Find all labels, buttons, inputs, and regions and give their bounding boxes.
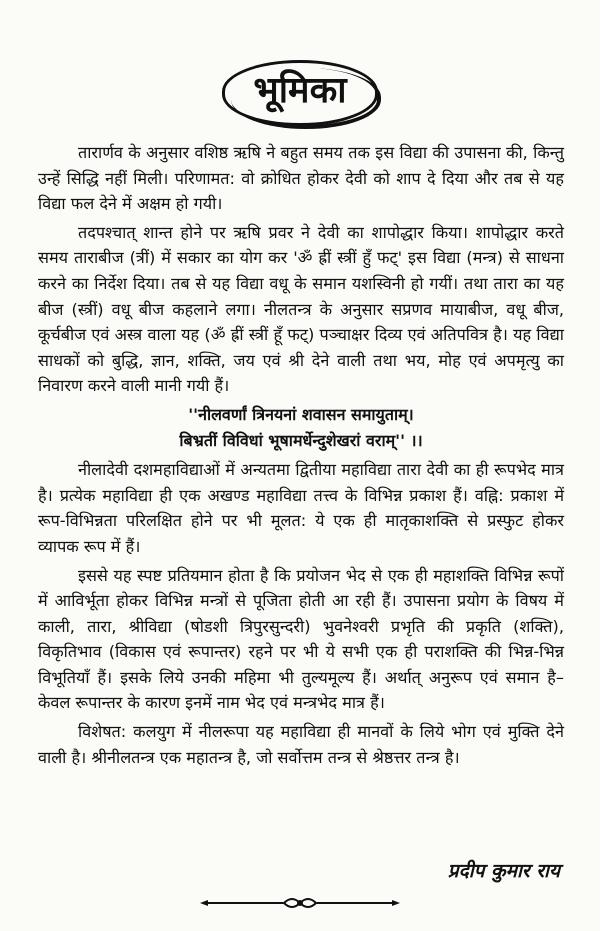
paragraph-1: तारार्णव के अनुसार वशिष्ठ ऋषि ने बहुत समय तक इस विद्या की उपासना की, किन्तु उन्हें सिद्धि नहीं मिली। परिणामत: वो क्रोधित होकर देवी को शाप दे दिया और तब से यह विद्या फल देने में अक्षम हो गयी। [38,143,564,214]
verse-line-2: बिभ्रतीं विविधां भूषामर्धेन्दुशेखरां वराम्'' ।। [179,430,423,450]
paragraph-5: विशेषत: कलयुग में नीलरूपा यह महाविद्या ही मानवों के लिये भोग एवं मुक्ति देने वाली है। श्रीनीलतन्त्र एक महातन्त्र है, जो सर्वोत्तम तन्त्र से श्रेष्ठत्तर तन्त्र है। [38,722,564,767]
paragraph-2: तदपश्चात् शान्त होने पर ऋषि प्रवर ने देवी का शापोद्धार किया। शापोद्धार करते समय ताराबीज (त्रीं) में सकार का योग कर 'ॐ ह्रीं स्त्रीं हुँ फट्' इस विद्या (मन्त्र) से साधना करने का निर्देश दिया। तब से यह विद्या वधू के समान यशस्विनी हो गयीं। तथा तारा का यह बीज (स्त्रीं) वधू बीज कहलाने लगा। नीलतन्त्र के अनुसार सप्रणव मायाबीज, वधू बीज, कूर्चबीज एवं अस्त्र वाला यह (ॐ ह्रीं स्त्रीं हूँ फट्) पञ्चाक्षर दिव्य एवं अतिपवित्र है। यह विद्या साधकों को बुद्धि, ज्ञान, शक्ति, जय एवं श्री देने वाली तथा भय, मोह एवं अपमृत्यु का निवारण करने वाली मानी गयी हैं। [38,222,564,396]
title-area [0,60,600,126]
page-title: भूमिका [222,60,377,126]
paragraph-4: इससे यह स्पष्ट प्रतियमान होता है कि प्रयोजन भेद से एक ही महाशक्ति विभिन्न रूपों में आविर्भूता होकर विभिन्न मन्त्रों से पूजिता होती आ रही हैं। उपासना प्रयोग के विषय में काली, तारा, श्रीविद्या (षोडशी त्रिपुरसुन्दरी) भुवनेश्वरी प्रभृति की प्रकृति (शक्ति), विकृतिभाव (विकास एवं रूपान्तर) रहने पर भी ये सभी एक ही पराशक्ति की भिन्न-भिन्न विभूतियाँ हैं। इसके लिये उनकी महिमा भी तुल्यमूल्य हैं। अर्थात् अनुरूप एवं समान है– केवल रूपान्तर के कारण इनमें नाम भेद एवं मन्त्रभेद मात्र हैं। [38,565,564,713]
verse-line-1: ''नीलवर्णां त्रिनयनां शवासन समायुताम्। [188,404,414,424]
paragraph-3: नीलादेवी दशमहाविद्याओं में अन्यतमा द्वितीया महाविद्या तारा देवी का ही रूपभेद मात्र है। प्रत्येक महाविद्या ही एक अखण्ड महाविद्या तत्त्व के विभिन्न प्रकाश हैं। वह्नि: प्रकाश में रूप-विभिन्नता परिलक्षित होने पर भी मूलत: ये एक ही मातृकाशक्ति से प्रस्फुट होकर व्यापक रूप में हैं। [38,460,564,556]
preface-body [38,140,564,773]
author-signature: प्रदीप कुमार राय [447,860,560,882]
divider-ornament-icon [200,893,400,913]
verse-quote [38,402,564,453]
